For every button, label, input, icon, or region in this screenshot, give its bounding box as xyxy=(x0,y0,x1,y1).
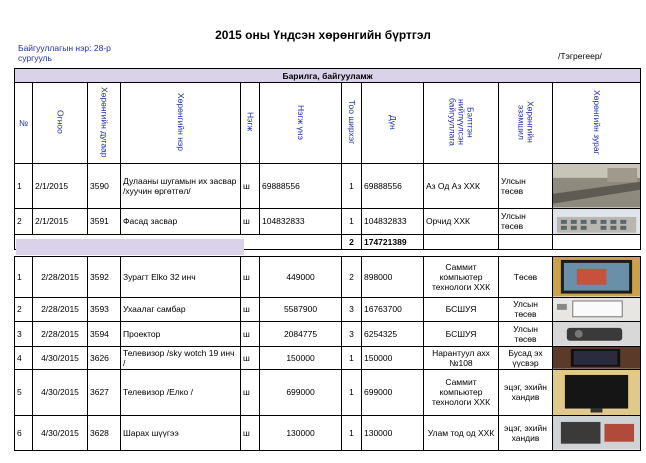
section-title: Барилга, байгууламж xyxy=(15,69,641,83)
table-row: 6 4/30/2015 3628 Шарах шүүгээ ш 130000 1 130000 Улам тод од ХХК эцэг, эхийн хандив xyxy=(15,416,641,451)
table-row: 1 2/1/2015 3590 Дулааны шугамын их засвар /хуучин өргөтгөл/ ш 69888556 1 69888556 Аз Од Аз ХХК Улсын төсөв xyxy=(15,164,641,209)
col-unit: Нэгж xyxy=(241,83,260,164)
tv-elko-photo xyxy=(553,369,641,415)
col-price: Нэгж үнэ xyxy=(260,83,342,164)
table-row: 5 4/30/2015 3627 Телевизор /Елко / ш 699000 1 699000 Саммит компьютер технологи ХХК эцэг, эхийн хандив xyxy=(15,369,641,415)
table-row: 1 2/28/2015 3592 Зурагт Elko 32 инч ш 449000 2 898000 Саммит компьютер технологи ХХК Төсөв xyxy=(15,257,641,298)
table-row: 3 2/28/2015 3594 Проектор ш 2084775 3 6254325 БСШУЯ Улсын төсөв xyxy=(15,322,641,347)
equipment-table xyxy=(14,256,641,451)
table-row: 2 2/1/2015 3591 Фасад засвар ш 104832833 1 104832833 Орчид ХХК Улсын төсөв xyxy=(15,208,641,235)
table-row: 4 4/30/2015 3626 Телевизор /sky wotch 19 инч / ш 150000 1 150000 Нарантуул ахх №108 Бусад эх үүсвэр xyxy=(15,346,641,369)
summary-row: 2 174721389 xyxy=(15,235,641,250)
page-title: 2015 оны Үндсэн хөрөнгийн бүртгэл xyxy=(215,28,431,42)
col-picture: Хөрөнгийн зураг xyxy=(553,83,641,164)
col-supplier: Бэлтгэн нийлүүлсэн байгууллага xyxy=(424,83,499,164)
col-date: Огноо xyxy=(33,83,88,164)
col-owner: Хөрөнгийн эзэмшил xyxy=(499,83,553,164)
smartboard-photo xyxy=(553,297,641,322)
col-no: № xyxy=(15,83,33,164)
section2-band xyxy=(16,239,244,255)
heating-pipe-photo xyxy=(553,164,641,209)
tv19-photo xyxy=(553,346,641,369)
col-qty: Тоо ширхэг xyxy=(342,83,362,164)
col-name: Хөрөнгийн нэр xyxy=(121,83,241,164)
organization-name: Байгууллагын нэр: 28-р сургууль xyxy=(18,43,111,63)
tv-photo xyxy=(553,257,641,298)
approval-label: /Тэгрегеер/ xyxy=(558,51,602,61)
assets-table xyxy=(14,68,641,250)
header-row xyxy=(15,83,641,164)
col-total: Дүн xyxy=(362,83,424,164)
facade-photo xyxy=(553,208,641,235)
col-code: Хөрөнгийн дугаар xyxy=(88,83,121,164)
projector-photo xyxy=(553,322,641,347)
table-row: 2 2/28/2015 3593 Ухаалаг самбар ш 5587900 3 16763700 БСШУЯ Улсын төсөв xyxy=(15,297,641,322)
oven-photo xyxy=(553,416,641,451)
